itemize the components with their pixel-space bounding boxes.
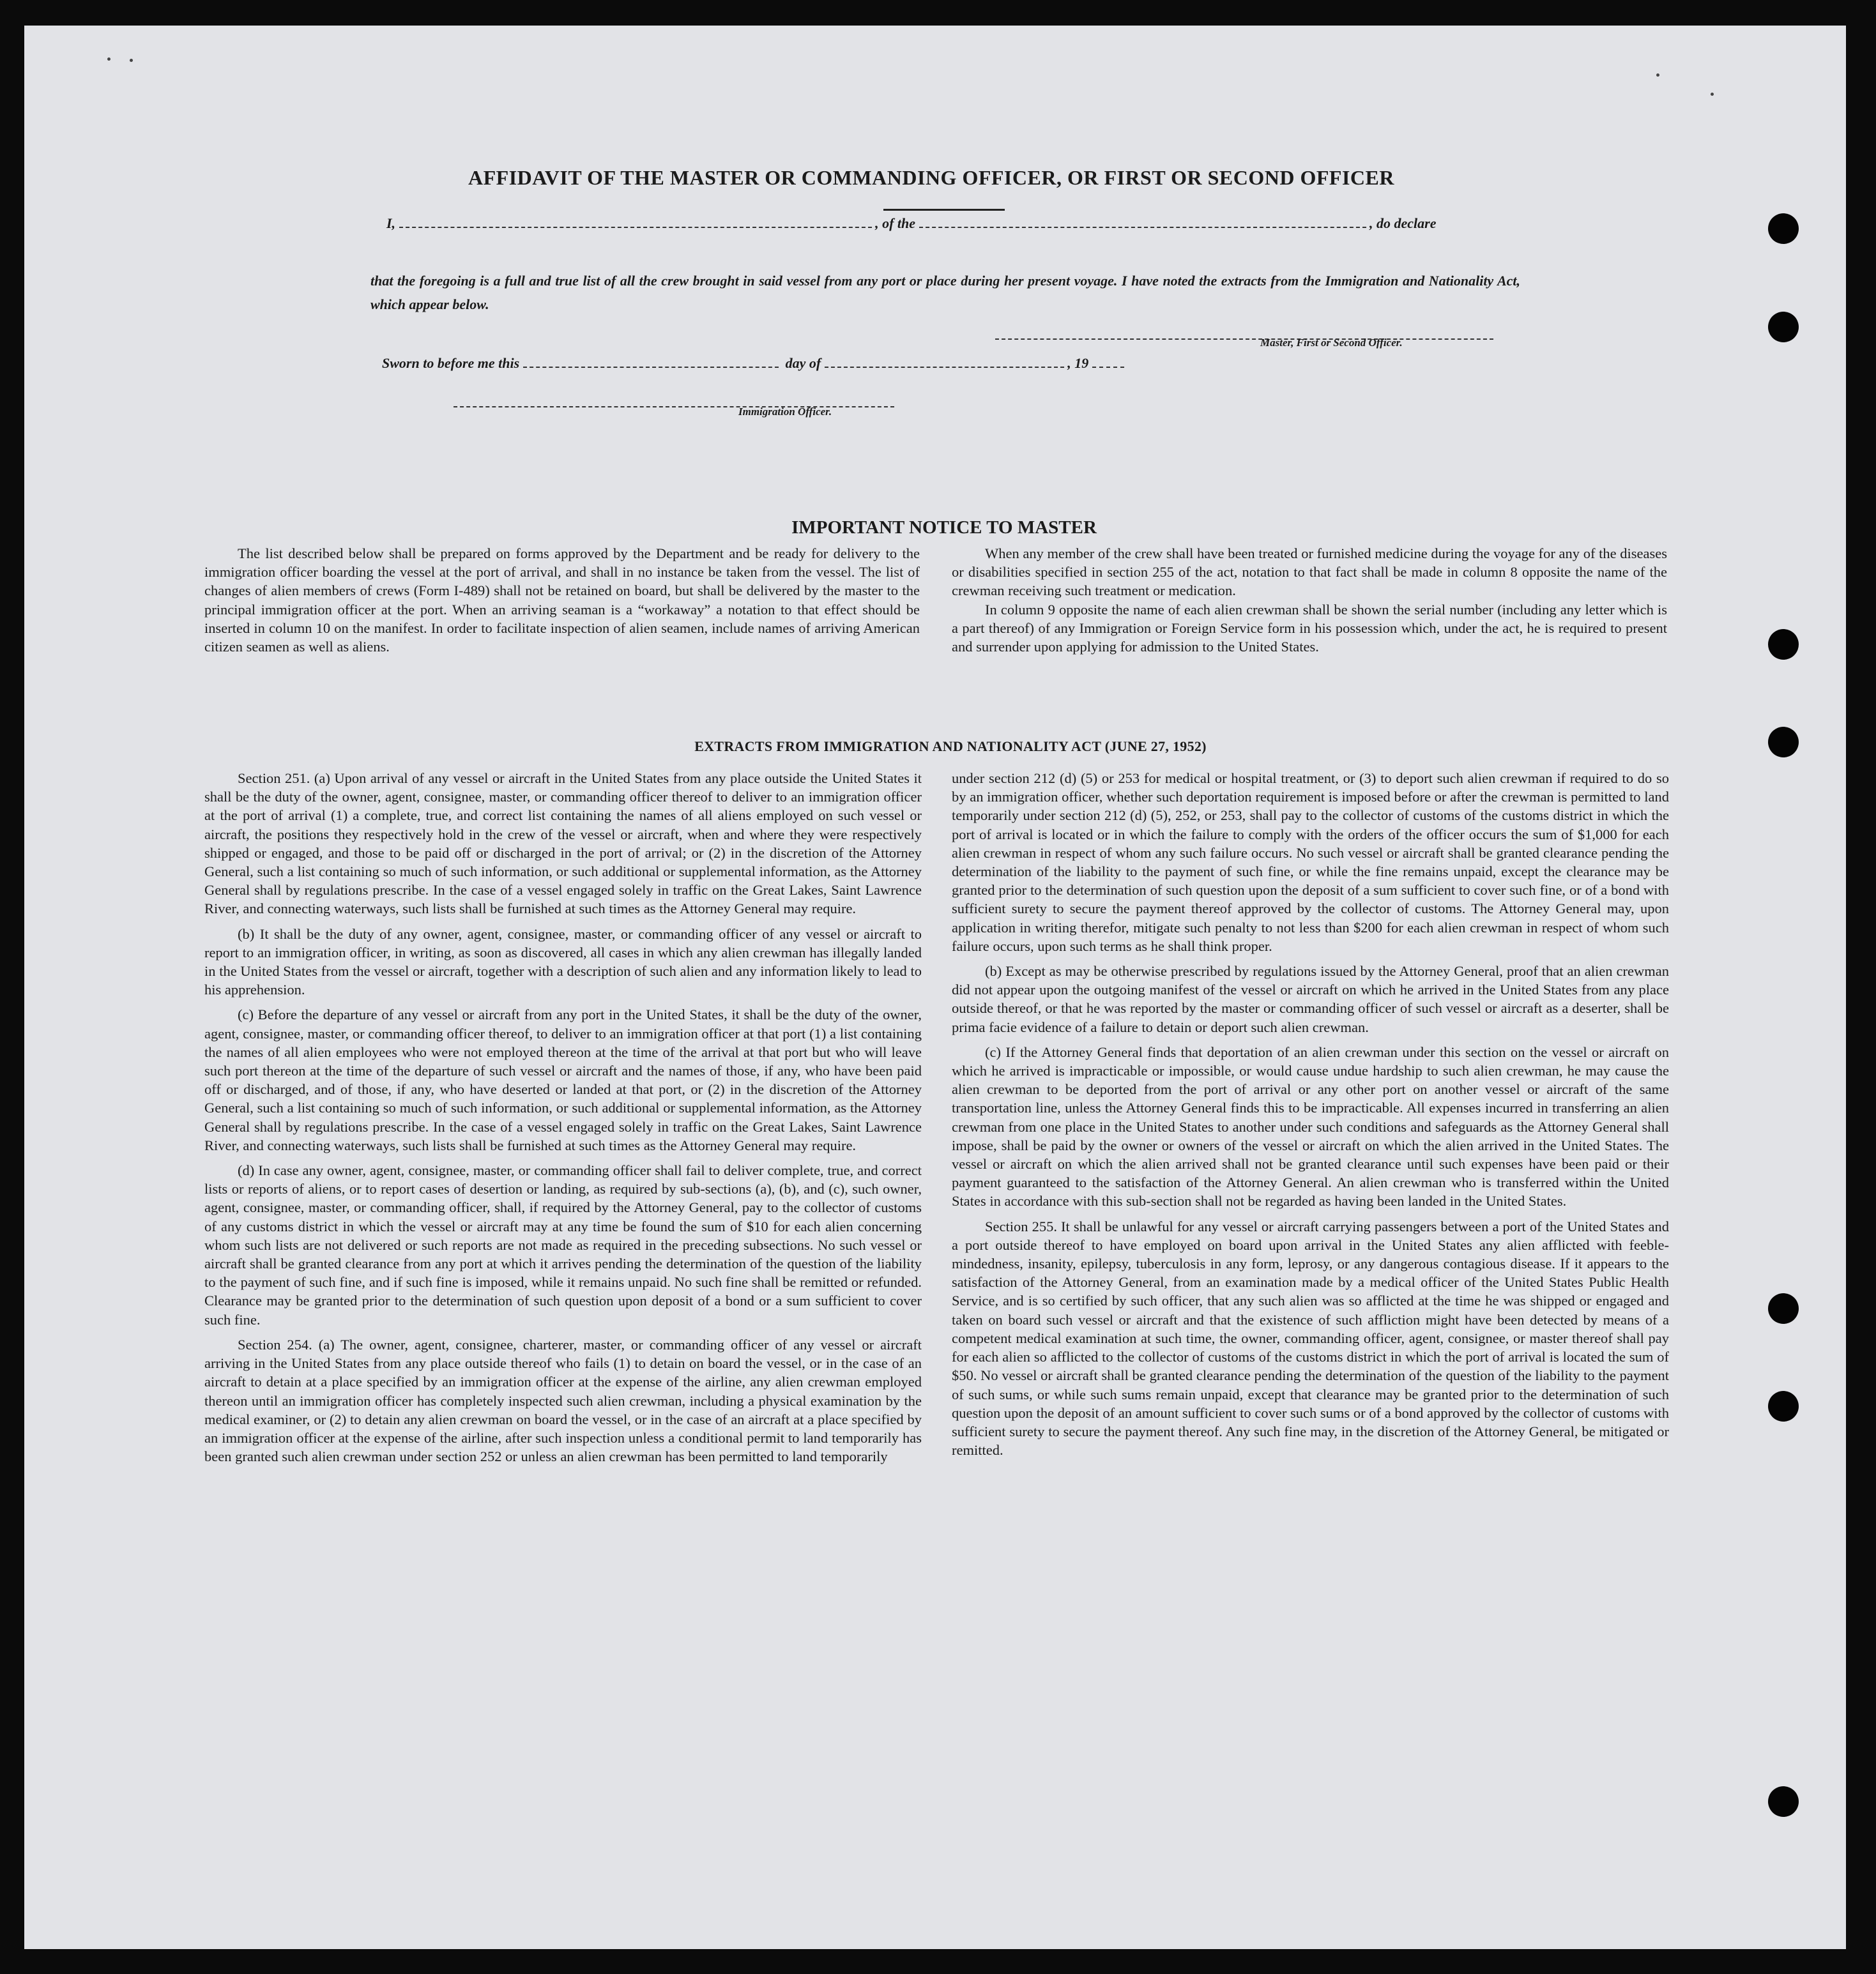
notice-left-column	[204, 544, 920, 656]
declaration-text: that the foregoing is a full and true list of all the crew brought in said vessel from any port or place during her present voyage. I have noted the extracts from the Immigration and Nationality Act, which appear below.	[370, 273, 1520, 312]
section-251d: (d) In case any owner, agent, consignee, master, or commanding officer shall fail to deliver complete, true, and correct lists or reports of aliens, or to report cases of desertion or landing, as required by sub-sections (a), (b), and (c), such owner, agent, consignee, master, or commanding officer, shall, if required by the Attorney General, pay to the collector of customs of any customs district in which the vessel or aircraft may at any time be found the sum of $10 for each alien concerning whom such lists are not delivered or such reports are not made as required in the preceding subsections. No such vessel or aircraft shall be granted clearance from any port at which it arrives pending the determination of the question of the liability to the payment of such fine, and if such fine is imposed, while it remains unpaid. No such fine shall be remitted or refunded. Clearance may be granted prior to the determination of such question upon deposit of a bond or a sum sufficient to cover such fine.	[204, 1162, 922, 1328]
sworn-year-field[interactable]	[1092, 366, 1124, 368]
sworn-label: Sworn to before me this	[382, 355, 520, 371]
extracts-left-column	[204, 769, 922, 1472]
notice-right-paragraph-1: When any member of the crew shall have been treated or furnished medicine during the voyage for any of the diseases or disabilities specified in section 255 of the act, notation to that fact shall be made in column 8 opposite the name of the crewman receiving such treatment or medication.	[952, 545, 1667, 599]
section-254c: (c) If the Attorney General finds that deportation of an alien crewman under this section on the vessel or aircraft on which he arrived is impracticable or impossible, or would cause undue hardship to such alien crewman, he may cause the alien crewman to be deported from the port of arrival or any other port on another vessel or aircraft of the same transportation line, unless the Attorney General finds this to be impracticable. All expenses incurred in transferring an alien crewman from one place in the United States to another under such conditions and safeguards as the Attorney General shall impose, shall be paid by the owner or owners of the vessel or aircraft on which the alien arrived in the United States. The vessel or aircraft on which the alien arrived shall not be granted clearance until such expenses have been paid or their payment guaranteed to the satisfaction of the Attorney General. An alien crewman who is transferred within the United States in accordance with this sub-section shall not be regarded as having been landed in the United States.	[952, 1044, 1669, 1210]
affidavit-title: AFFIDAVIT OF THE MASTER OR COMMANDING OFFICER, OR FIRST OR SECOND OFFICER	[468, 166, 1394, 189]
binder-hole	[1768, 1391, 1799, 1422]
line-start: I,	[386, 215, 396, 231]
notice-right-column	[952, 544, 1667, 656]
section-254a: Section 254. (a) The owner, agent, consignee, charterer, master, or commanding officer of any vessel or aircraft arriving in the United States from any place outside thereof who fails (1) to detain on board the vessel, or in the case of an aircraft to detain at a place specified by an immigration officer at the expense of the airline, any alien crewman employed thereon until an immigration officer has completely inspected such alien crewman, including a physical examination by the medical examiner, or (2) to detain any alien crewman on board the vessel, or in the case of an aircraft at a place specified by an immigration officer at the expense of the airline, after such inspection unless a conditional permit to land temporarily has been granted such alien crewman under section 252 or unless an alien crewman has been permitted to land temporarily	[204, 1336, 922, 1465]
line-mid: , of the	[875, 215, 916, 231]
speck	[130, 59, 133, 62]
title-rule	[883, 209, 1005, 211]
binder-hole	[1768, 629, 1799, 660]
notice-right-paragraph-2: In column 9 opposite the name of each alien crewman shall be shown the serial number (including any letter which is a part thereof) of any Immigration or Foreign Service form in his possession which, under the act, he is required to present and surrender upon applying for admission to the United States.	[952, 601, 1667, 655]
sworn-day-field[interactable]	[523, 366, 779, 368]
line-end: , do declare	[1369, 215, 1437, 231]
section-251a: Section 251. (a) Upon arrival of any vessel or aircraft in the United States from any place outside the United States it shall be the duty of the owner, agent, consignee, master, or commanding officer thereof to deliver to an immigration officer at the port of arrival (1) a complete, true, and correct list containing the names of all aliens employed on such vessel or aircraft, the positions they respectively hold in the crew of the vessel or aircraft, when and where they were respectively shipped or engaged, and those to be paid off or discharged in the port of arrival; or (2) in the discretion of the Attorney General, such a list containing so much of such information, or such additional or supplemental information, as the Attorney General shall by regulations prescribe. In the case of a vessel engaged solely in traffic on the Great Lakes, Saint Lawrence River, and connecting waterways, such lists shall be furnished at such times as the Attorney General may require.	[204, 770, 922, 917]
speck	[1656, 73, 1659, 77]
section-251b: (b) It shall be the duty of any owner, agent, consignee, master, or commanding officer of any vessel or aircraft to report to an immigration officer, in writing, as soon as discovered, all cases in which any alien crewman has illegally landed in the United States from the vessel or aircraft, together with a description of such alien and any information likely to lead to his apprehension.	[204, 925, 922, 998]
vessel-name-field[interactable]	[919, 226, 1366, 228]
document-page	[24, 26, 1846, 1949]
declarant-name-field[interactable]	[399, 226, 872, 228]
binder-hole	[1768, 312, 1799, 342]
officer-signature-label: Immigration Officer.	[738, 406, 832, 418]
declarant-line	[386, 215, 1436, 232]
speck	[1711, 93, 1714, 96]
notice-left-paragraph: The list described below shall be prepared on forms approved by the Department and be ready for delivery to the immigration officer boarding the vessel at the port of arrival, and shall in no instance be taken from the vessel. The list of changes of alien members of crews (Form I-489) shall not be retained on board, but shall be delivered by the master to the principal immigration officer at the port. When an arriving seaman is a “workaway” a notation to that effect should be inserted in column 10 on the manifest. In order to facilitate inspection of alien seamen, include names of arriving American citizen seamen as well as aliens.	[204, 545, 920, 655]
day-of-label: day of	[785, 355, 821, 371]
section-254b: (b) Except as may be otherwise prescribed by regulations issued by the Attorney General, proof that an alien crewman did not appear upon the outgoing manifest of the vessel or aircraft on which he arrived in the United States from any place outside thereof, or that he was reported by the master or commanding officer of such vessel or aircraft as a deserter, shall be prima facie evidence of a failure to detain or deport such alien crewman.	[952, 963, 1669, 1035]
extracts-right-column	[952, 769, 1669, 1466]
year-label: , 19	[1067, 355, 1089, 371]
binder-hole	[1768, 1786, 1799, 1817]
speck	[107, 57, 111, 61]
sworn-month-field[interactable]	[825, 366, 1064, 368]
binder-hole	[1768, 727, 1799, 757]
sworn-line	[382, 355, 1124, 372]
extracts-title: EXTRACTS FROM IMMIGRATION AND NATIONALITY ACT (JUNE 27, 1952)	[694, 738, 1207, 754]
master-signature-line[interactable]	[995, 327, 1493, 344]
binder-hole	[1768, 1293, 1799, 1324]
section-255: Section 255. It shall be unlawful for any vessel or aircraft carrying passengers between a port of the United States and a port outside thereof to have employed on board upon arrival in the United States any alien afflicted with feeble-mindedness, insanity, epilepsy, tuberculosis in any form, leprosy, or any dangerous contagious disease. If it appears to the satisfaction of the Attorney General, from an examination made by a medical officer of the United States Public Health Service, and is so certified by such officer, that any such alien was so afflicted at the time he was shipped or engaged and taken on board such vessel or aircraft and that the existence of such affliction might have been detected by means of a competent medical examination at such time, the owner, commanding officer, agent, consignee, or master thereof shall pay for each alien so afflicted to the collector of customs of the customs district in which the port of arrival is located the sum of $50. No vessel or aircraft shall be granted clearance pending the determination of the question of the liability to the payment of such sums, or while such sums remain unpaid, except that clearance may be granted prior to the determination of such question upon the deposit of an amount sufficient to cover such sums or of a bond approved by the collector of customs with sufficient surety to secure the payment thereof. Any such fine may, in the discretion of the Attorney General, be mitigated or remitted.	[952, 1218, 1669, 1459]
binder-hole	[1768, 213, 1799, 244]
section-254a-continued: under section 212 (d) (5) or 253 for medical or hospital treatment, or (3) to deport such alien crewman if required to do so by an immigration officer, whether such deportation requirement is imposed before or after the crewman is permitted to land temporarily under section 212 (d) (5), 252, or 253, shall pay to the collector of customs of the customs district in which the port of arrival is located or in which the failure to comply with the orders of the officer occurs the sum of $1,000 for each alien crewman in respect of whom any such failure occurs. No such vessel or aircraft shall be granted clearance pending the determination of the liability to the payment of such fine, or while the fine remains unpaid, except the clearance may be granted prior to the determination of such question upon the deposit of a sum sufficient to cover such fine, or of a bond with sufficient surety to secure the payment thereof approved by the collector of customs. The Attorney General may, upon application in writing therefor, mitigate such penalty to not less than $200 for each alien crewman in respect of whom such failure occurs, upon such terms as he shall think proper.	[952, 770, 1669, 954]
master-signature-label: Master, First or Second Officer.	[1260, 337, 1403, 349]
section-251c: (c) Before the departure of any vessel or aircraft from any port in the United States, it shall be the duty of the owner, agent, consignee, master, or commanding officer thereof, to deliver to an immigration officer at that port (1) a list containing the names of all alien employees who were not employed thereon at the time of the arrival at that port but who will leave such port thereon at the time of the departure of such vessel or aircraft and the names of those, if any, who have been paid off or discharged, and of those, if any, who have deserted or landed at that port, or (2) in the discretion of the Attorney General, such a list containing so much of such information, or such additional or supplemental information, as the Attorney General shall by regulations prescribe. In the case of a vessel engaged solely in traffic on the Great Lakes, Saint Lawrence River, and connecting waterways, such lists shall be furnished at such times as the Attorney General may require.	[204, 1006, 922, 1153]
notice-title: IMPORTANT NOTICE TO MASTER	[791, 517, 1097, 538]
